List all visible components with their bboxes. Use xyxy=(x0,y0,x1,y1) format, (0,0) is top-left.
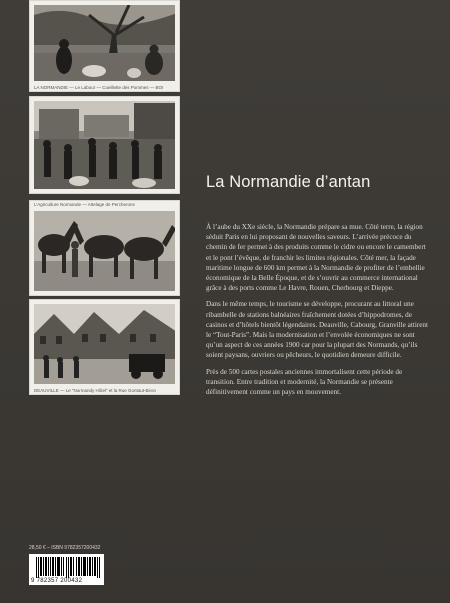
blurb xyxy=(206,222,432,403)
postcard-market xyxy=(29,96,180,194)
orchard-photo xyxy=(34,5,175,81)
blurb-paragraph: Dans le même temps, le tourisme se développe, procurant au littoral une ribambelle de stations balnéaires fraîchement dotées d’hippodromes, de casinos et d’hôtels bientôt légendaires. Deauville, Cabourg, Granville attirent le “Tout-Paris”. Mais la modernisation et l’envolée économiques ne sont qu’un aspect de ces années 1900 car pour la plupart des Normands, qu’ils soient paysans, ouvriers ou pêcheurs, le quotidien demeure difficile. xyxy=(206,300,429,360)
postcard-caption: L’Agriculture Normande — Attelage de Percherons xyxy=(34,202,135,207)
barcode-bars xyxy=(36,557,100,578)
postcard-deauville xyxy=(29,299,180,395)
postcard-caption: LA NORMANDIE — Le Labour — Cueillette des Pommes — BOI xyxy=(34,85,164,90)
price-isbn: 28,50 € – ISBN 9782357200432 xyxy=(29,545,101,551)
barcode-digits: 9 782357 200432 xyxy=(31,578,83,584)
postcard-orchard xyxy=(29,0,180,92)
book-title: La Normandie d’antan xyxy=(206,173,371,191)
postcard-horses xyxy=(29,200,180,296)
blurb-paragraph: Près de 500 cartes postales anciennes immortalisent cette période de transition. Entre tradition et modernité, la Normandie se présente définitivement comme un pays en mouvement. xyxy=(206,367,403,397)
deauville-photo xyxy=(34,304,175,384)
horses-photo xyxy=(34,211,175,291)
postcard-caption: DEAUVILLE — Le “Normandy Hôtel” et la Rue Gontaut-Biron xyxy=(34,388,157,393)
blurb-paragraph: À l’aube du XXe siècle, la Normandie prépare sa mue. Côté terre, la région séduit Paris en lui proposant de nouvelles saveurs. L’arrivée précoce du chemin de fer permet à des produits comme le cidre ou encore le camembert et le pont l’évêque, de franchir les limites régionales. Côté mer, la façade maritime longue de 600 km permet à la Normandie de profiter de l’embellie économique de la Belle Époque, et de s’ouvrir au commerce international grâce à des ports comme Le Havre, Rouen, Cherbourg et Dieppe. xyxy=(206,223,426,293)
market-photo xyxy=(34,101,175,189)
barcode xyxy=(29,554,104,585)
